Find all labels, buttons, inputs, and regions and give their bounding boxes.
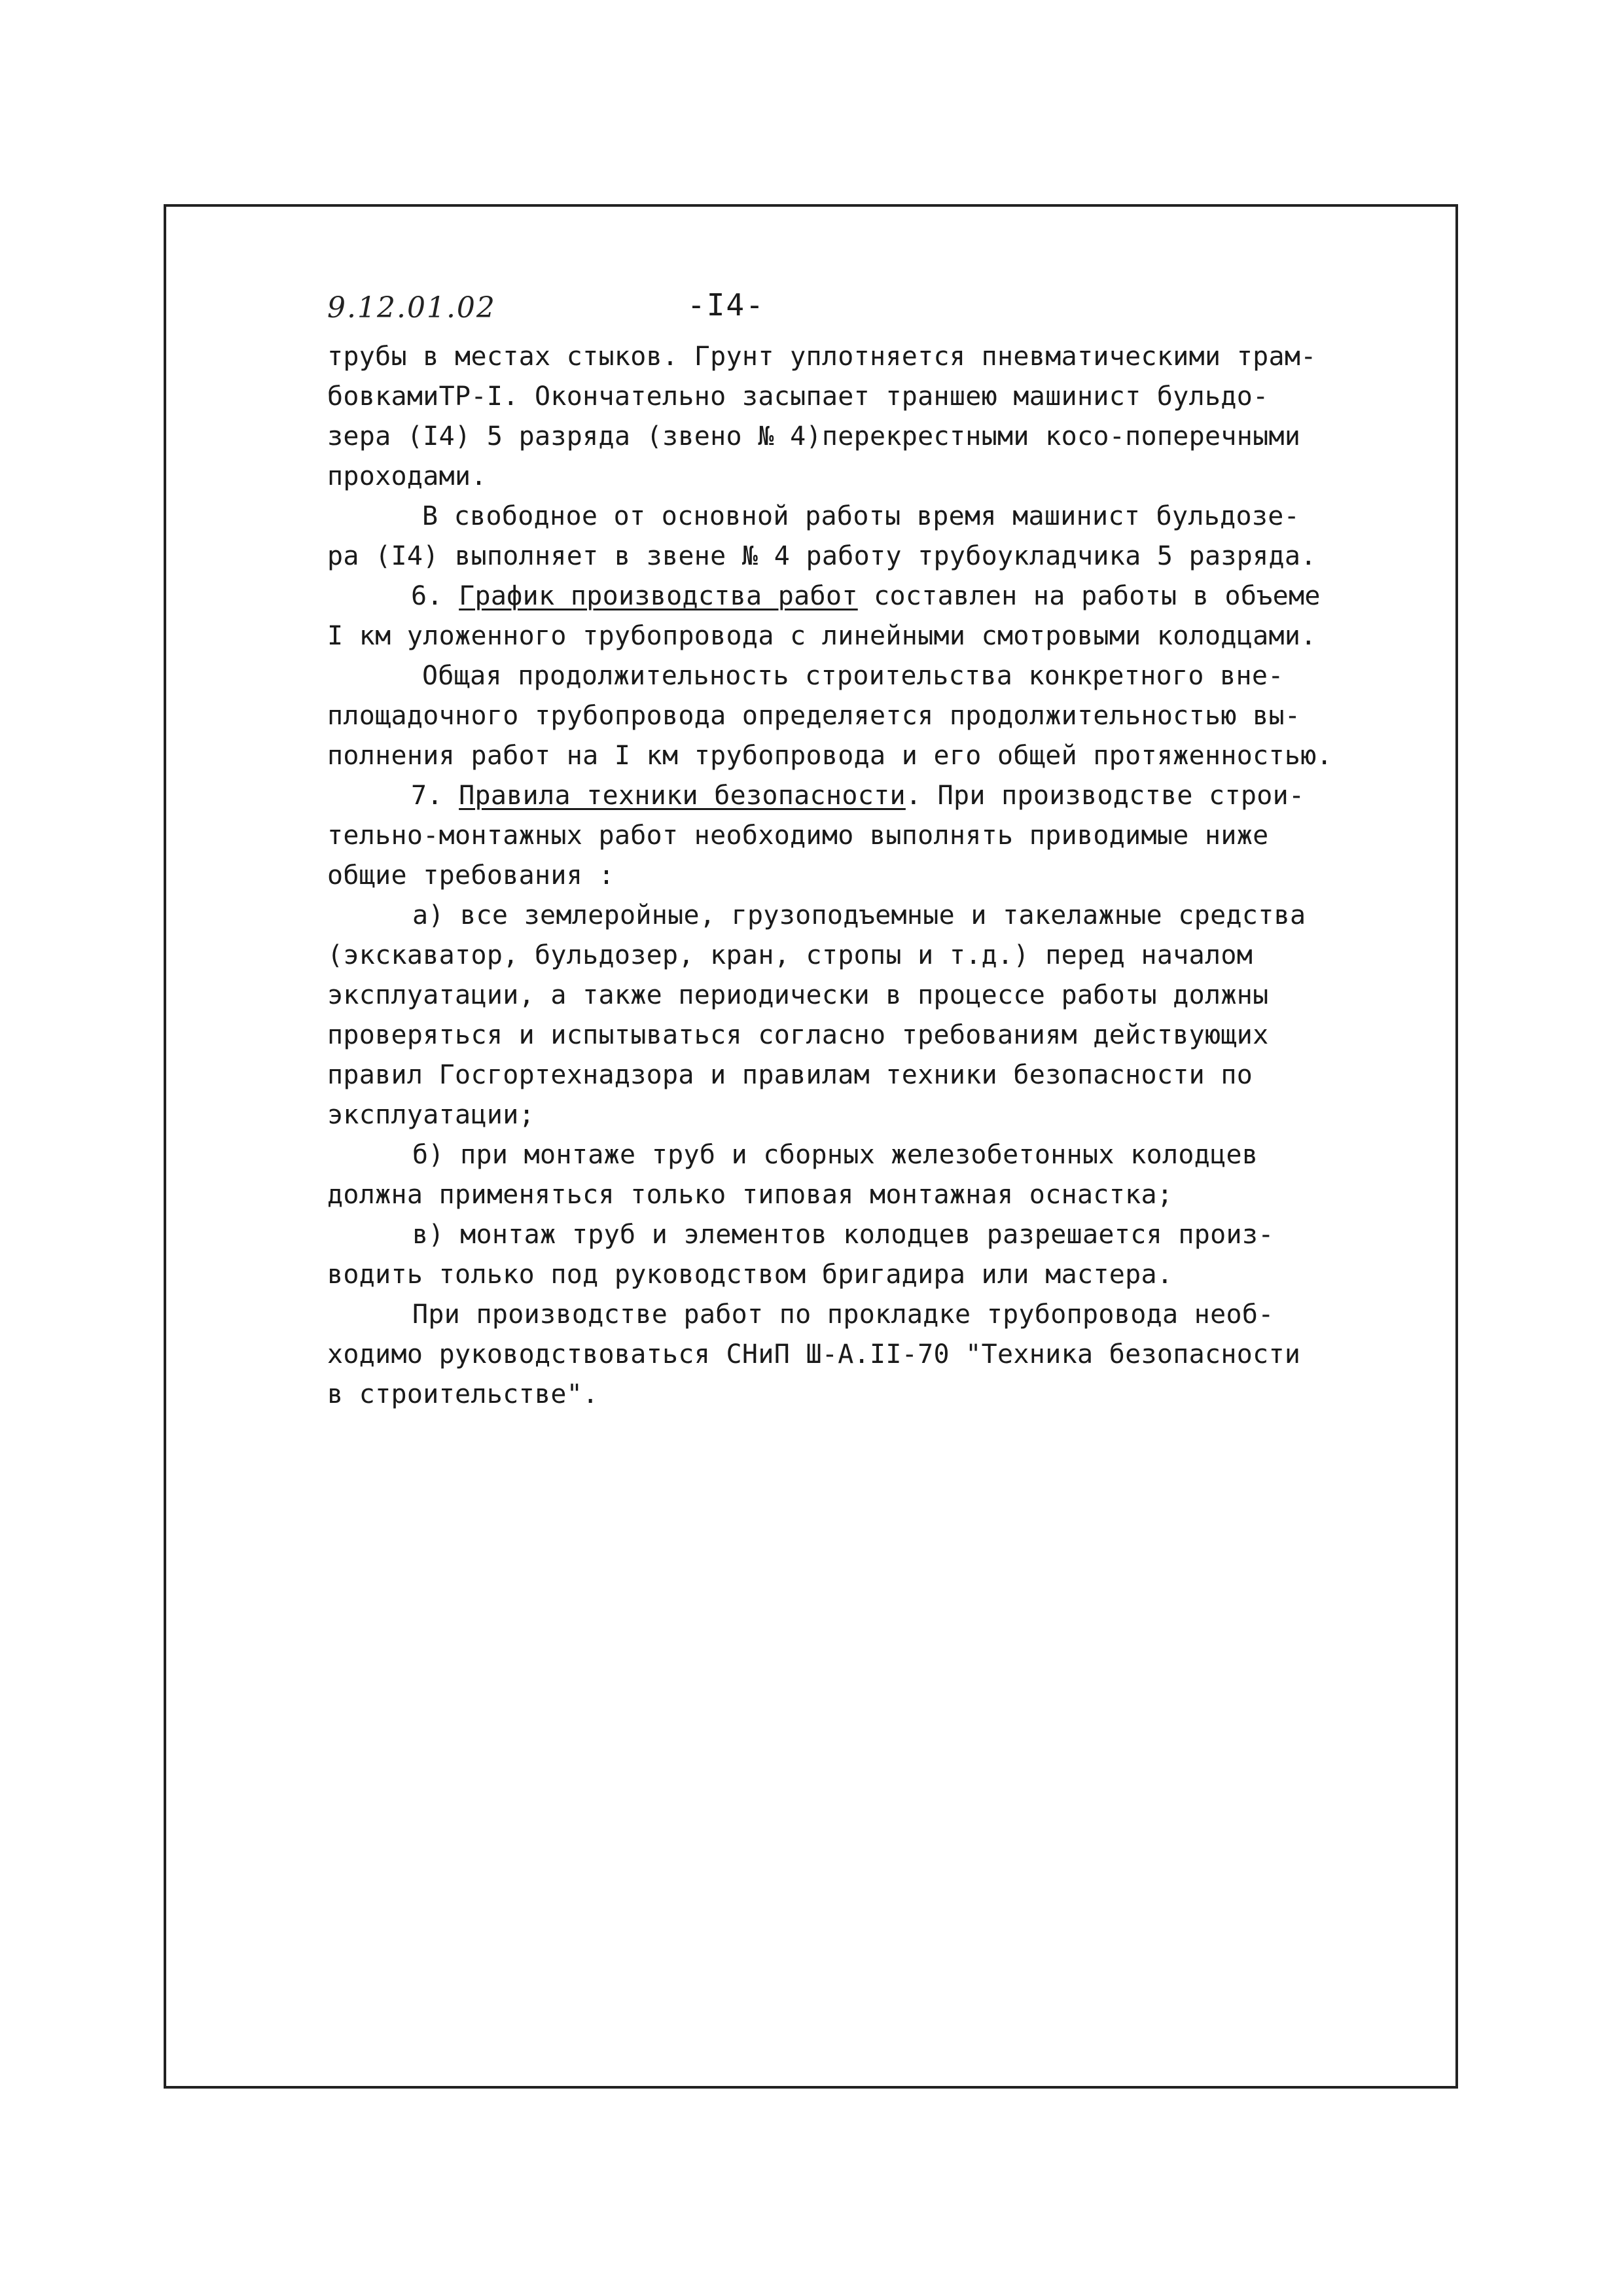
text-line: тельно-монтажных работ необходимо выполнять приводимые ниже [327, 821, 1269, 851]
document-code: 9.12.01.02 [327, 291, 496, 325]
text-line: I км уложенного трубопровода с линейными смотровыми колодцами. [327, 621, 1317, 651]
section-number: 7. [411, 781, 459, 811]
page-number: -I4- [687, 287, 765, 323]
text-line: проходами. [327, 461, 487, 491]
section-number: 6. [411, 581, 459, 611]
text-line: площадочного трубопровода определяется продолжительностью вы- [327, 701, 1301, 731]
text-line: эксплуатации; [327, 1100, 535, 1130]
text-line: трубы в местах стыков. Грунт уплотняется пневматическими трам- [327, 342, 1317, 372]
list-item-c-line: в) монтаж труб и элементов колодцев разрешается произ- [412, 1220, 1274, 1250]
text-line: ра (I4) выполняет в звене № 4 работу трубоукладчика 5 разряда. [327, 541, 1317, 571]
list-item-b-line: б) при монтаже труб и сборных железобетонных колодцев [412, 1140, 1258, 1170]
text-line: в строительстве". [327, 1379, 599, 1409]
text-line: общие требования : [327, 860, 615, 891]
text-line: ходимо руководствоваться СНиП Ш-А.II-70 "Техника безопасности [327, 1339, 1301, 1369]
text-line: бовкамиТР-I. Окончательно засыпает траншею машинист бульдо- [327, 381, 1269, 412]
document-content [327, 287, 1361, 1415]
list-item-a-line: а) все землеройные, грузоподъемные и такелажные средства [412, 900, 1306, 930]
body-text [327, 337, 1361, 1415]
text-fragment: . При производстве строи- [905, 781, 1305, 811]
section-7-heading-line [327, 776, 1361, 816]
section-title-underlined: Правила техники безопасности [459, 781, 906, 811]
text-line: полнения работ на I км трубопровода и его общей протяженностью. [327, 741, 1333, 771]
text-fragment: составлен на работы в объеме [857, 581, 1321, 611]
text-line: должна применяться только типовая монтажная оснастка; [327, 1180, 1173, 1210]
text-line: (экскаватор, бульдозер, кран, стропы и т.д.) перед началом [327, 940, 1253, 970]
text-line: эксплуатации, а также периодически в процессе работы должны [327, 980, 1269, 1010]
text-line: При производстве работ по прокладке трубопровода необ- [412, 1299, 1274, 1330]
text-line: Общая продолжительность строительства конкретного вне- [422, 661, 1284, 691]
section-title-underlined: График производства работ [459, 581, 858, 611]
page-header [327, 287, 1361, 337]
text-line: В свободное от основной работы время машинист бульдозе- [422, 501, 1300, 531]
text-line: водить только под руководством бригадира или мастера. [327, 1260, 1173, 1290]
text-line: правил Госгортехнадзора и правилам техники безопасности по [327, 1060, 1253, 1090]
text-line: зера (I4) 5 разряда (звено № 4)перекрестными косо-поперечными [327, 421, 1301, 451]
text-line: проверяться и испытываться согласно требованиям действующих [327, 1020, 1269, 1050]
section-6-heading-line [327, 576, 1361, 616]
